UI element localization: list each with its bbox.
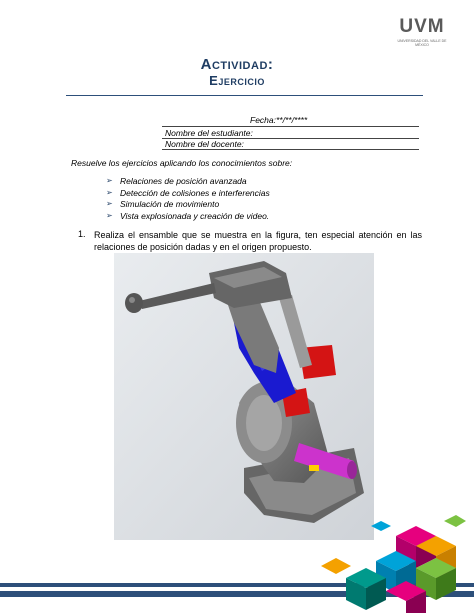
topic-label: Relaciones de posición avanzada: [120, 176, 247, 186]
logo-text: UVM: [399, 16, 445, 37]
robot-arm-figure: [114, 253, 374, 540]
teacher-name-field: Nombre del docente:: [165, 139, 244, 149]
list-item: [106, 199, 270, 211]
arrow-right-icon: ➢: [106, 176, 113, 185]
topics-list: [106, 176, 270, 222]
instructions-text: Resuelve los ejercicios aplicando los conocimientos sobre:: [71, 158, 293, 168]
exercise-text: Realiza el ensamble que se muestra en la figura, ten especial atención en las relaciones de posición dadas y en el origen propuesto.: [94, 230, 422, 252]
date-underline: [162, 126, 419, 127]
student-name-field: Nombre del estudiante:: [165, 128, 253, 138]
decorative-cubes: [316, 506, 466, 613]
activity-title: Actividad:: [200, 56, 274, 73]
arrow-right-icon: ➢: [106, 187, 113, 197]
list-item: [106, 188, 270, 200]
topic-label: Simulación de movimiento: [120, 199, 220, 209]
title-divider: [66, 95, 423, 96]
list-item: [106, 211, 270, 223]
list-item: [106, 176, 270, 188]
exercise-number: 1.: [78, 229, 86, 239]
arrow-right-icon: ➢: [106, 210, 113, 220]
arrow-right-icon: ➢: [106, 199, 113, 208]
exercise-subtitle: Ejercicio: [209, 73, 265, 88]
gripper-ball: [125, 293, 143, 313]
date-field: Fecha:**/**/****: [250, 115, 308, 125]
teacher-underline: [162, 149, 419, 150]
topic-label: Vista explosionada y creación de video.: [120, 210, 270, 221]
logo-subtext: UNIVERSIDAD DEL VALLE DE MÉXICO: [397, 39, 447, 47]
uvm-logo: [392, 16, 452, 46]
topic-label: Detección de colisiones e interferencias: [120, 187, 270, 198]
